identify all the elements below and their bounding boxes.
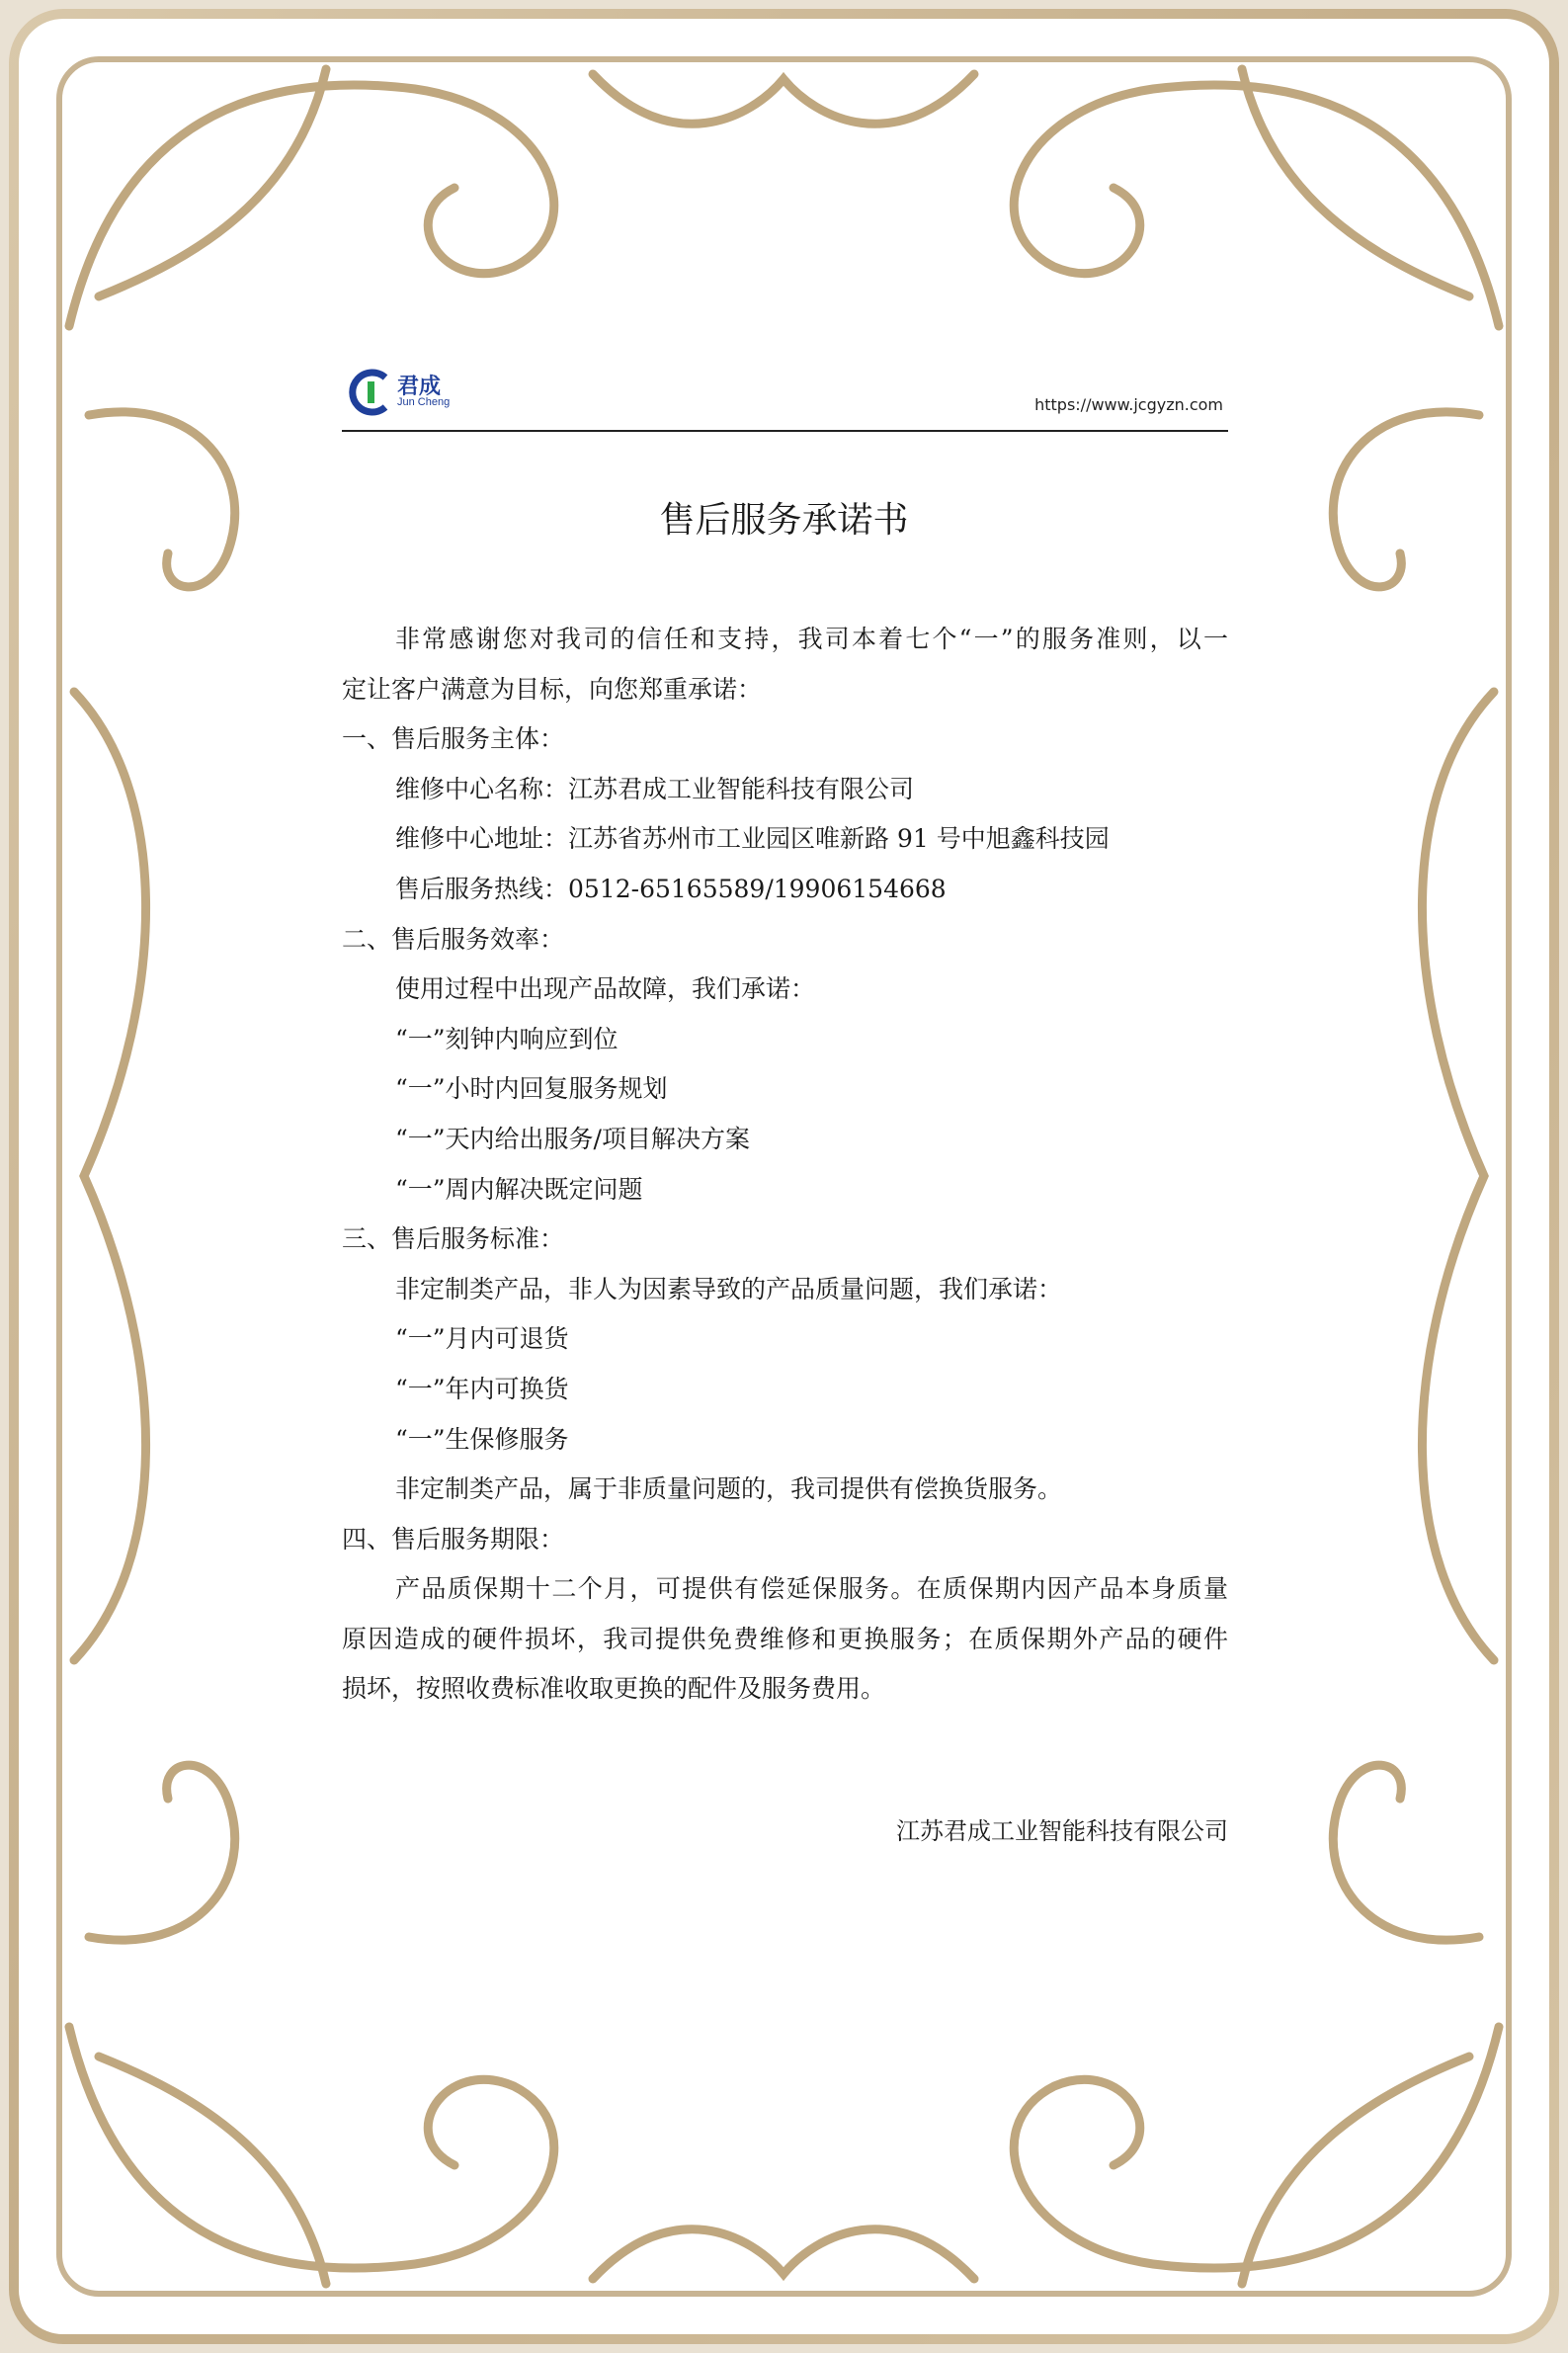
logo-mark-icon	[348, 368, 395, 417]
page-title: 售后服务承诺书	[659, 500, 909, 541]
section-line: 非定制类产品，非人为因素导致的产品质量问题，我们承诺：	[395, 1274, 1063, 1303]
logo-text-cn: 君成	[397, 375, 442, 399]
document-body	[342, 615, 1228, 1715]
section-line: “一”生保修服务	[395, 1424, 569, 1454]
section-line: 产品质保期十二个月，可提供有偿延保服务。在质保期内因产品本身质量	[395, 1574, 1228, 1604]
header-divider	[342, 430, 1228, 432]
section-line: “一”天内给出服务/项目解决方案	[395, 1124, 750, 1153]
section-line: 原因造成的硬件损坏，我司提供免费维修和更换服务；在质保期外产品的硬件	[342, 1624, 1228, 1653]
section-heading: 三、售后服务标准：	[342, 1224, 565, 1254]
section-line: 非定制类产品，属于非质量问题的，我司提供有偿换货服务。	[395, 1474, 1063, 1504]
website-url: https://www.jcgyzn.com	[1034, 395, 1223, 414]
intro-line: 非常感谢您对我司的信任和支持，我司本着七个“一”的服务准则，以一	[395, 625, 1228, 653]
section-line: 售后服务热线：0512-65165589/19906154668	[395, 874, 947, 903]
section-line: 维修中心地址：江苏省苏州市工业园区唯新路 91 号中旭鑫科技园	[395, 824, 1110, 854]
section-heading: 四、售后服务期限：	[342, 1524, 565, 1554]
section-line: “一”月内可退货	[395, 1324, 569, 1354]
section-heading: 二、售后服务效率：	[342, 924, 565, 954]
section-line: 损坏，按照收费标准收取更换的配件及服务费用。	[342, 1674, 886, 1704]
section-line: “一”周内解决既定问题	[395, 1174, 643, 1204]
company-logo	[348, 368, 456, 417]
signature-company: 江苏君成工业智能科技有限公司	[896, 1817, 1228, 1845]
section-heading: 一、售后服务主体：	[342, 724, 565, 754]
section-line: 使用过程中出现产品故障，我们承诺：	[395, 974, 816, 1004]
section-line: “一”小时内回复服务规划	[395, 1074, 668, 1104]
section-line: 维修中心名称：江苏君成工业智能科技有限公司	[395, 774, 915, 803]
logo-text-en: Jun Cheng	[397, 396, 451, 408]
intro-line: 定让客户满意为目标，向您郑重承诺：	[342, 674, 763, 704]
section-line: “一”年内可换货	[395, 1374, 569, 1403]
section-line: “一”刻钟内响应到位	[395, 1024, 619, 1053]
